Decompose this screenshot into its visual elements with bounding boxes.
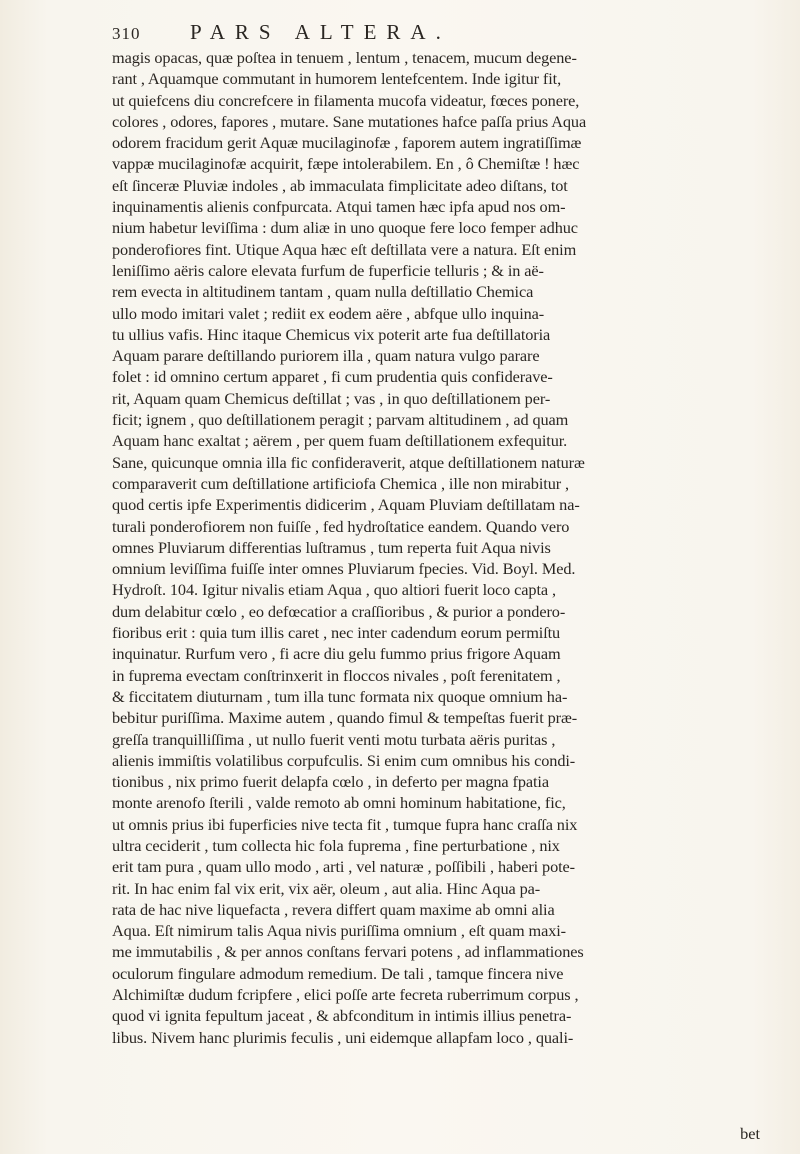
text-line: rit. In hac enim fal vix erit, vix aër, oleum , aut alia. Hinc Aqua pa- — [112, 878, 541, 898]
text-line: rem evecta in altitudinem tantam , quam nulla deſtillatio Chemica — [112, 282, 534, 302]
running-head: PARS ALTERA. — [190, 20, 451, 44]
body-text — [112, 47, 768, 1048]
catchword: bet — [740, 1124, 760, 1143]
page-number: 310 — [112, 24, 141, 43]
text-line: Alchimiſtæ dudum fcripfere , elici poſſe arte fecreta ruberrimum corpus , — [112, 985, 579, 1005]
text-line: in fuprema evectam conſtrinxerit in floccos nivales , poſt ferenitatem , — [112, 665, 561, 685]
text-line: ut omnis prius ibi fuperficies nive tecta fit , tumque fupra hanc craſſa nix — [112, 814, 578, 834]
text-line: ut quiefcens diu concrefcere in filamenta mucofa videatur, fœces ponere, — [112, 90, 580, 110]
text-line: eſt ſinceræ Pluviæ indoles , ab immaculata fimplicitate adeo diſtans, tot — [112, 175, 568, 195]
text-line: vappæ mucilaginofæ acquirit, fæpe intolerabilem. En , ô Chemiſtæ ! hæc — [112, 154, 580, 174]
text-line: quod certis ipfe Experimentis didicerim , Aquam Pluviam deſtillatam na- — [112, 495, 580, 515]
text-line: me immutabilis , & per annos conſtans fervari potens , ad inflammationes — [112, 942, 584, 962]
text-line: ullo modo imitari valet ; rediit ex eodem aëre , abfque ullo inquina- — [112, 303, 545, 323]
text-line: erit tam pura , quam ullo modo , arti , vel naturæ , poſſibili , haberi pote- — [112, 857, 575, 877]
text-line: inquinatur. Rurfum vero , fi acre diu gelu fummo prius frigore Aquam — [112, 644, 561, 664]
text-line: nium habetur leviſſima : dum aliæ in uno quoque fere loco femper adhuc — [112, 218, 578, 238]
text-line: rit, Aquam quam Chemicus deſtillat ; vas , in quo deſtillationem per- — [112, 388, 551, 408]
text-line: monte arenofo ſterili , valde remoto ab omni hominum habitatione, fic, — [112, 793, 566, 813]
text-line: libus. Nivem hanc plurimis feculis , uni eidemque allapfam loco , quali- — [112, 1027, 574, 1047]
text-line: oculorum fingulare admodum remedium. De tali , tamque fincera nive — [112, 963, 564, 983]
text-line: Aquam parare deſtillando puriorem illa , quam natura vulgo parare — [112, 346, 540, 366]
text-line: comparaverit cum deſtillatione artificiofa Chemica , ille non mirabitur , — [112, 473, 570, 493]
text-line: leniſſimo aëris calore elevata furfum de fuperficie telluris ; & in aë- — [112, 260, 544, 280]
text-line: rant , Aquamque commutant in humorem lentefcentem. Inde igitur fit, — [112, 69, 562, 89]
page-header — [112, 20, 672, 50]
text-line: dum delabitur cœlo , eo defœcatior a craſſioribus , & purior a pondero- — [112, 601, 566, 621]
text-line: & ficcitatem diuturnam , tum illa tunc formata nix quoque omnium ha- — [112, 686, 568, 706]
text-line: tionibus , nix primo fuerit delapfa cœlo , in deferto per magna fpatia — [112, 772, 549, 792]
text-line: omnes Pluviarum differentias luſtramus , tum reperta fuit Aqua nivis — [112, 537, 551, 557]
text-line: colores , odores, fapores , mutare. Sane mutationes hafce paſſa prius Aqua — [112, 111, 587, 131]
text-line: odorem fracidum gerit Aquæ mucilaginofæ , faporem autem ingratiſſimæ — [112, 133, 582, 153]
text-line: ponderofiores fint. Utique Aqua hæc eſt deſtillata vere a natura. Eſt enim — [112, 239, 577, 259]
text-line: alienis immiſtis volatilibus corpufculis. Si enim cum omnibus his condi- — [112, 750, 576, 770]
text-line: rata de hac nive liquefacta , revera differt quam maxime ab omni alia — [112, 899, 555, 919]
text-line: Hydroſt. 104. Igitur nivalis etiam Aqua , quo altiori fuerit loco capta , — [112, 580, 556, 600]
text-line: quod vi ignita fepultum jaceat , & abfconditum in intimis illius penetra- — [112, 1006, 572, 1026]
text-line: Aqua. Eſt nimirum talis Aqua nivis puriſſima omnium , eſt quam maxi- — [112, 921, 566, 941]
text-line: bebitur puriſſima. Maxime autem , quando fimul & tempeſtas fuerit præ- — [112, 708, 578, 728]
text-line: omnium leviſſima fuiſſe inter omnes Pluviarum fpecies. Vid. Boyl. Med. — [112, 559, 576, 579]
text-line: magis opacas, quæ poſtea in tenuem , lentum , tenacem, mucum degene- — [112, 48, 577, 67]
text-line: Sane, quicunque omnia illa fic confideraverit, atque deſtillationem naturæ — [112, 452, 585, 472]
text-line: folet : id omnino certum apparet , fi cum prudentia quis confiderave- — [112, 367, 553, 387]
text-line: turali ponderofiorem non fuiſſe , fed hydroſtatice eandem. Quando vero — [112, 516, 570, 536]
text-line: tu ullius vafis. Hinc itaque Chemicus vix poterit arte fua deſtillatoria — [112, 324, 551, 344]
text-line: ultra ceciderit , tum collecta hic fola fuprema , fine perturbatione , nix — [112, 835, 560, 855]
text-line: ficit; ignem , quo deſtillationem peragit ; parvam altitudinem , ad quam — [112, 410, 569, 430]
text-line: fioribus erit : quia tum illis caret , nec inter cadendum eorum permiſtu — [112, 623, 561, 643]
text-line: greſſa tranquilliſſima , ut nullo fuerit venti motu turbata aëris puritas , — [112, 729, 556, 749]
text-line: Aquam hanc exaltat ; aërem , per quem fuam deſtillationem exfequitur. — [112, 431, 568, 451]
text-line: inquinamentis alienis confpurcata. Atqui tamen hæc ipfa apud nos om- — [112, 197, 566, 217]
